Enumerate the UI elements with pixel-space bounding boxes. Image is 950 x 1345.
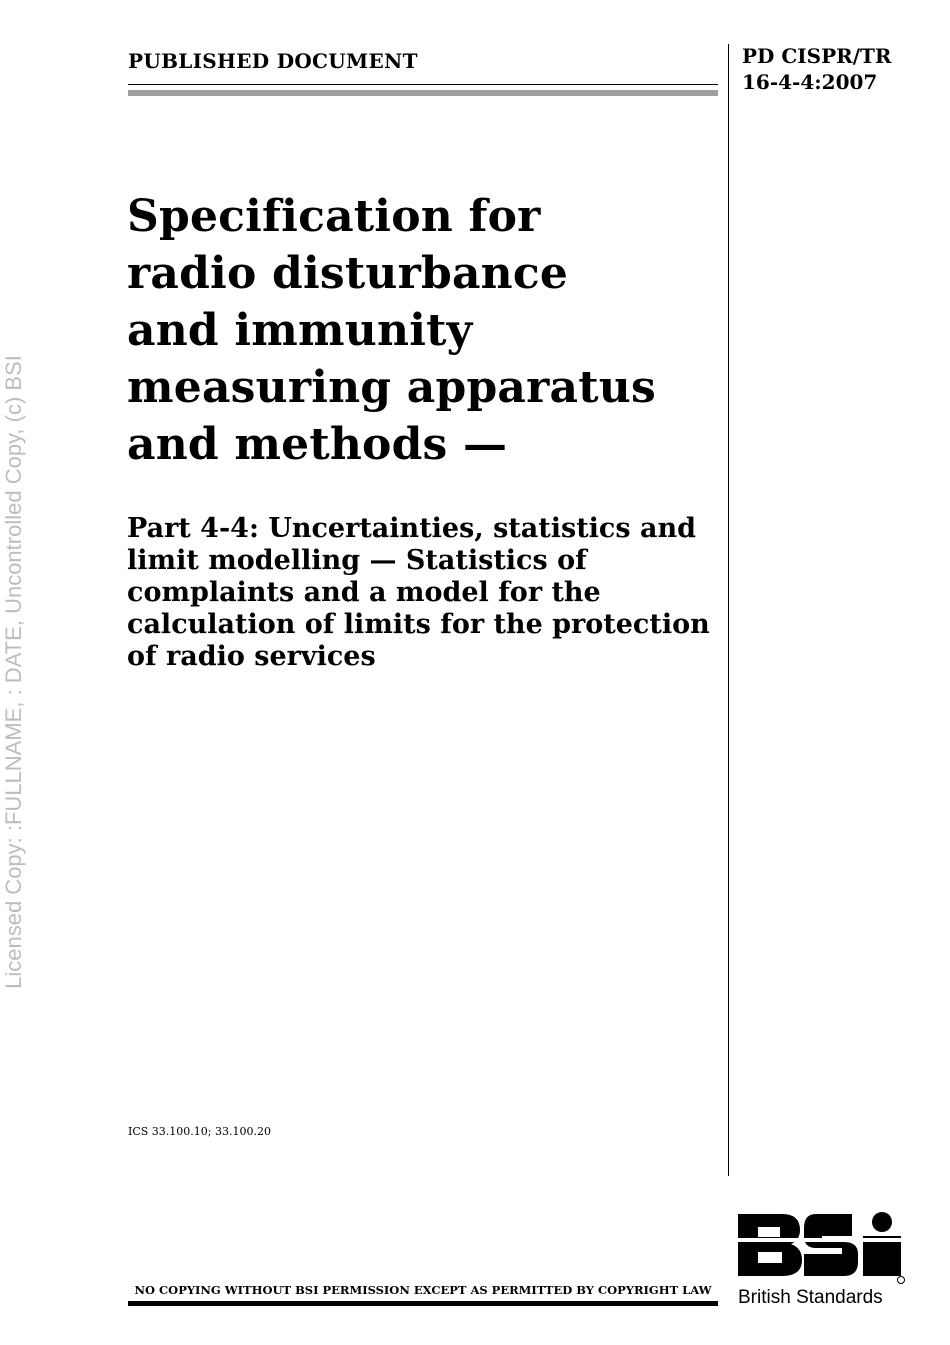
title-line-1: Specification for bbox=[127, 191, 541, 242]
title-line-2: radio disturbance bbox=[127, 248, 569, 299]
header-rule-thick bbox=[128, 90, 718, 96]
document-number-line-2: 16-4-4:2007 bbox=[742, 70, 878, 94]
copyright-notice: NO COPYING WITHOUT BSI PERMISSION EXCEPT AS PERMITTED BY COPYRIGHT LAW bbox=[134, 1283, 712, 1297]
title-line-5: and methods — bbox=[127, 419, 508, 470]
subtitle-line-3: complaints and a model for the bbox=[127, 577, 601, 608]
vertical-divider bbox=[728, 44, 729, 1176]
subtitle-line-5: of radio services bbox=[127, 641, 376, 672]
subtitle-line-2: limit modelling — Statistics of bbox=[127, 545, 587, 576]
document-subtitle bbox=[127, 513, 727, 673]
title-line-4: measuring apparatus bbox=[127, 362, 656, 413]
subtitle-line-1: Part 4-4: Uncertainties, statistics and bbox=[127, 513, 696, 544]
document-number-line-1: PD CISPR/TR bbox=[742, 44, 892, 68]
header-rule-thin bbox=[128, 84, 718, 85]
subtitle-line-4: calculation of limits for the protection bbox=[127, 609, 710, 640]
bsi-logo-mark-icon bbox=[736, 1210, 906, 1290]
document-number bbox=[742, 43, 892, 95]
published-document-label: PUBLISHED DOCUMENT bbox=[128, 49, 418, 73]
british-standards-label: British Standards bbox=[738, 1287, 883, 1308]
title-line-3: and immunity bbox=[127, 305, 473, 356]
document-title bbox=[127, 188, 722, 473]
ics-code: ICS 33.100.10; 33.100.20 bbox=[128, 1125, 271, 1138]
licensed-copy-watermark: Licensed Copy: :FULLNAME, : DATE, Uncontrolled Copy, (c) BSI bbox=[1, 355, 26, 989]
footer-rule bbox=[128, 1301, 718, 1306]
